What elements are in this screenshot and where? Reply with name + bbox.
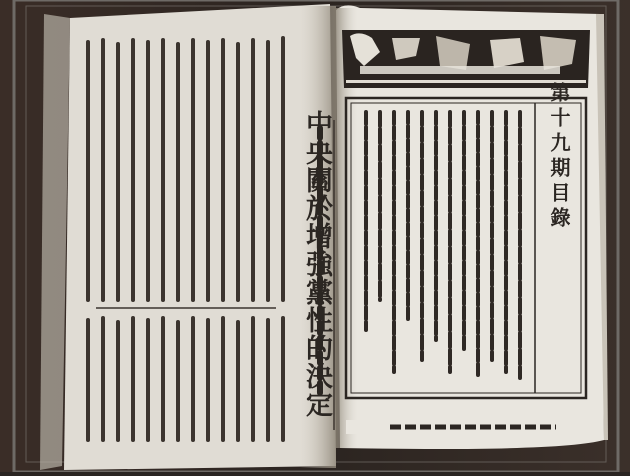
masthead-banner: [342, 30, 590, 88]
footer-text-placeholder: [346, 420, 586, 434]
main-title: 中央關於增強黨性的決定: [301, 110, 332, 418]
toc-title: 第十九期目錄: [547, 82, 571, 232]
